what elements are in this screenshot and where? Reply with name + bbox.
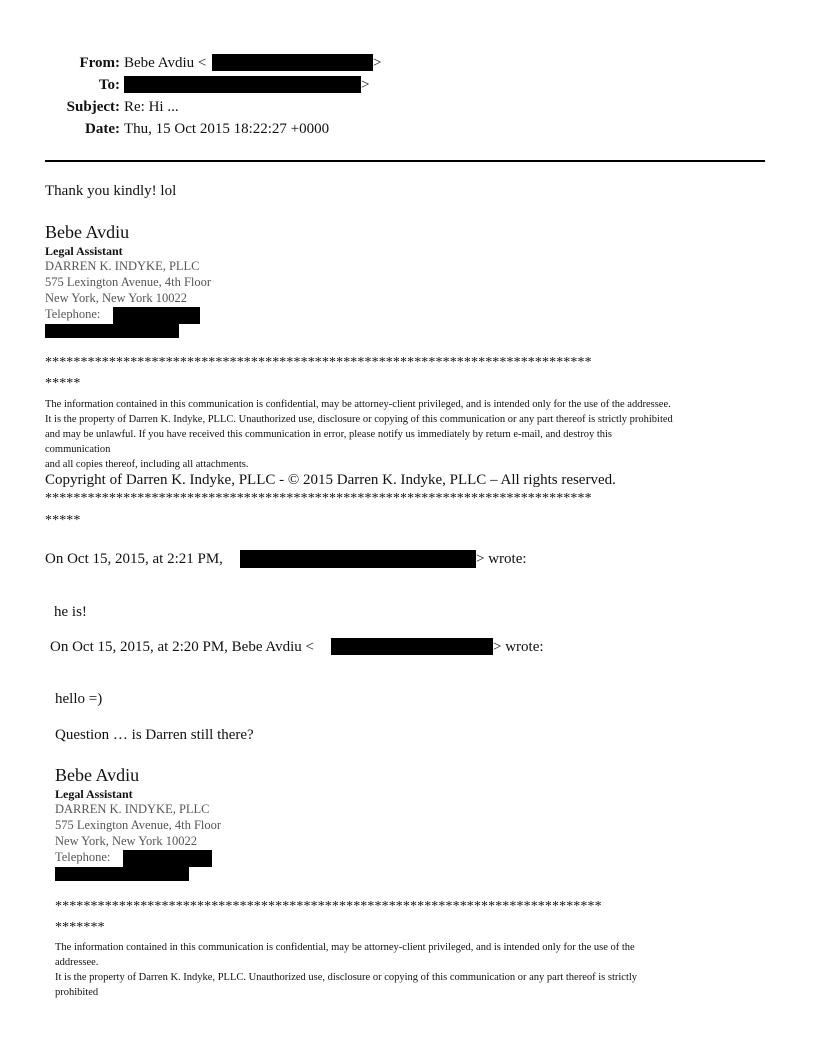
- from-email-redaction: [212, 54, 373, 71]
- disclaimer-line: communication: [45, 444, 111, 455]
- subject-value: Re: Hi ...: [124, 99, 179, 115]
- disclaimer-line: The information contained in this communication is confidential, may be attorney-client privileged, and is intended only for the use of the: [55, 942, 635, 953]
- copyright-notice: Copyright of Darren K. Indyke, PLLC - © 2015 Darren K. Indyke, PLLC – All rights reserved.: [45, 472, 616, 488]
- to-close: >: [361, 77, 370, 93]
- stars-divider: *****************************************************************************: [45, 355, 592, 370]
- signature-address1: 575 Lexington Avenue, 4th Floor: [55, 818, 222, 832]
- quote-body: hello =): [55, 691, 103, 707]
- quote-intro: On Oct 15, 2015, at 2:20 PM, Bebe Avdiu <: [50, 639, 315, 655]
- telephone-redaction: [123, 850, 212, 867]
- disclaimer-line: It is the property of Darren K. Indyke, PLLC. Unauthorized use, disclosure or copying of this communication or any part thereof is strictly: [55, 972, 638, 983]
- subject-label: Subject:: [66, 99, 120, 115]
- signature-title: Legal Assistant: [45, 244, 123, 258]
- from-close: >: [373, 55, 382, 71]
- quote-wrote: > wrote:: [476, 551, 527, 567]
- message-body: Thank you kindly! lol: [45, 183, 177, 199]
- quote-sender-redaction: [331, 638, 493, 655]
- signature-name: Bebe Avdiu: [55, 765, 140, 785]
- stars-divider: *****: [45, 376, 81, 391]
- disclaimer-line: The information contained in this communication is confidential, may be attorney-client privileged, and is intended only for the use of the addressee.: [45, 399, 671, 410]
- signature-name: Bebe Avdiu: [45, 222, 130, 242]
- telephone-redaction: [113, 307, 200, 324]
- signature-address1: 575 Lexington Avenue, 4th Floor: [45, 275, 212, 289]
- disclaimer-line: and all copies thereof, including all attachments.: [45, 459, 249, 470]
- signature-title: Legal Assistant: [55, 787, 133, 801]
- quote-wrote: > wrote:: [493, 639, 544, 655]
- stars-divider: *******: [55, 920, 105, 935]
- quote-body: Question … is Darren still there?: [55, 727, 254, 743]
- quote-intro: On Oct 15, 2015, at 2:21 PM,: [45, 551, 223, 567]
- signature-telephone-label: Telephone:: [45, 307, 101, 321]
- date-value: Thu, 15 Oct 2015 18:22:27 +0000: [124, 121, 330, 137]
- signature-firm: DARREN K. INDYKE, PLLC: [55, 802, 210, 816]
- stars-divider: *****************************************************************************: [55, 899, 602, 914]
- disclaimer-line: addressee.: [55, 957, 99, 968]
- email-redaction: [55, 867, 189, 881]
- to-redaction: [124, 76, 361, 93]
- disclaimer-line: prohibited: [55, 987, 99, 998]
- email-redaction: [45, 324, 179, 338]
- stars-divider: *****************************************************************************: [45, 491, 592, 506]
- to-label: To:: [98, 77, 120, 93]
- quote-sender-redaction: [240, 550, 476, 568]
- date-label: Date:: [85, 121, 120, 137]
- stars-divider: *****: [45, 513, 81, 528]
- quote-body: he is!: [54, 604, 87, 620]
- from-label: From:: [79, 55, 120, 71]
- disclaimer-line: and may be unlawful. If you have received this communication in error, please notify us immediately by return e-mail, and destroy this: [45, 429, 612, 440]
- signature-firm: DARREN K. INDYKE, PLLC: [45, 259, 200, 273]
- signature-address2: New York, New York 10022: [45, 291, 188, 305]
- header-divider: [45, 160, 765, 162]
- signature-address2: New York, New York 10022: [55, 834, 198, 848]
- disclaimer-line: It is the property of Darren K. Indyke, PLLC. Unauthorized use, disclosure or copying of this communication or any part thereof is strictly prohibited: [45, 414, 673, 425]
- signature-telephone-label: Telephone:: [55, 850, 111, 864]
- from-value: Bebe Avdiu <: [124, 55, 207, 71]
